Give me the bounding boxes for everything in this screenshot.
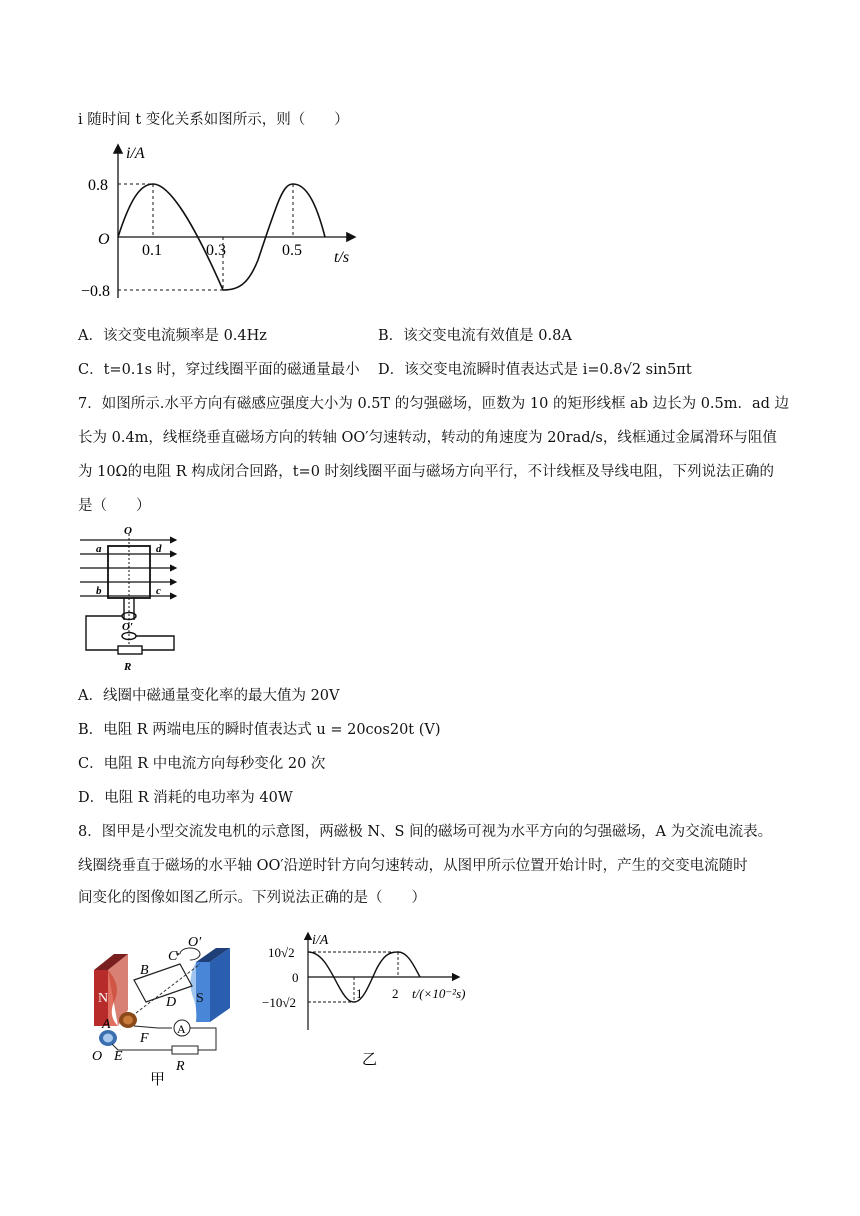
q6-current-graph xyxy=(78,140,378,310)
q8-jia-label-s: S xyxy=(196,991,204,1006)
q7-option-a: A．线圈中磁通量变化率的最大值为 20V xyxy=(78,688,340,704)
q8-jia-label-f: F xyxy=(140,1031,149,1046)
q6-y-axis-label: i/A xyxy=(126,145,145,162)
q8-stem-line-1: 8．图甲是小型交流发电机的示意图，两磁极 N、S 间的磁场可视为水平方向的匀强磁场，A 为交流电流表。 xyxy=(78,824,773,840)
q6-origin-label: O xyxy=(98,231,110,248)
q7-stem-line-3: 为 10Ω的电阻 R 构成闭合回路，t=0 时刻线圈平面与磁场方向平行，不计线框及导线电阻，下列说法正确的 xyxy=(78,464,775,480)
q8-jia-label-r: R xyxy=(176,1059,185,1074)
q8-stem-line-2: 线圈绕垂直于磁场的水平轴 OO′沿逆时针方向匀速转动，从图甲所示位置开始计时，产生的交变电流随时 xyxy=(78,858,748,874)
q6-option-a: A．该交变电流频率是 0.4Hz xyxy=(78,328,267,344)
q8-jia-label-b: B xyxy=(140,963,149,978)
q6-option-d: D．该交变电流瞬时值表达式是 i=0.8√2 sin5πt xyxy=(378,362,692,378)
q7-stem-line-2: 长为 0.4m，线框绕垂直磁场方向的转轴 OO′匀速转动，转动的角速度为 20rad/s，线框通过金属滑环与阻值 xyxy=(78,430,777,446)
q8-generator-figure xyxy=(88,930,248,1090)
q8-jia-label-n: N xyxy=(98,991,109,1006)
q7-label-bottom: O′ xyxy=(122,621,134,633)
q6-y-bottom-tick: −0.8 xyxy=(81,283,111,300)
q6-x-axis-label: t/s xyxy=(334,249,350,266)
q6-x-tick-0: 0.1 xyxy=(142,242,162,259)
q6-option-b: B．该交变电流有效值是 0.8A xyxy=(378,328,572,344)
q6-x-tick-1: 0.3 xyxy=(206,242,226,259)
q8-jia-meter: A xyxy=(177,1022,186,1036)
q6-y-top-tick: 0.8 xyxy=(88,177,108,194)
q8-x-tick-1: 2 xyxy=(392,986,399,1001)
q8-y-bottom-tick: −10√2 xyxy=(262,995,296,1010)
q7-label-d: d xyxy=(156,543,162,555)
q8-jia-label-a: A xyxy=(102,1017,111,1032)
q8-jia-caption: 甲 xyxy=(150,1072,166,1088)
q8-jia-label-oprime: O′ xyxy=(188,935,202,950)
q8-y-zero: 0 xyxy=(292,970,299,985)
q8-yi-caption: 乙 xyxy=(362,1052,378,1068)
q8-y-axis-label: i/A xyxy=(312,933,329,948)
q7-stem-line-1: 7．如图所示.水平方向有磁感应强度大小为 0.5T 的匀强磁场，匝数为 10 的矩形线框 ab 边长为 0.5m．ad 边 xyxy=(78,396,790,412)
q7-label-c: c xyxy=(156,585,161,597)
q8-jia-label-o: O xyxy=(92,1049,103,1064)
q8-current-graph xyxy=(262,930,482,1080)
q7-label-top: O xyxy=(124,525,132,537)
q7-option-c: C．电阻 R 中电流方向每秒变化 20 次 xyxy=(78,756,326,772)
q8-jia-label-e: E xyxy=(114,1049,123,1064)
q7-label-resistor: R xyxy=(124,661,132,673)
q7-stem-line-4: 是（ ） xyxy=(78,498,151,514)
q8-x-axis-label: t/(×10⁻²s) xyxy=(412,986,466,1001)
q8-y-top-tick: 10√2 xyxy=(268,945,295,960)
q8-jia-label-c: C xyxy=(168,949,178,964)
q8-x-tick-0: 1 xyxy=(356,986,363,1001)
q8-jia-label-d: D xyxy=(166,995,177,1010)
q7-option-d: D．电阻 R 消耗的电功率为 40W xyxy=(78,790,293,806)
q7-coil-figure xyxy=(78,524,188,674)
q7-label-b: b xyxy=(96,585,102,597)
q7-label-a: a xyxy=(96,543,102,555)
q7-option-b: B．电阻 R 两端电压的瞬时值表达式 u = 20cos20t (V) xyxy=(78,722,441,738)
q6-stem-tail: i 随时间 t 变化关系如图所示，则（ ） xyxy=(78,112,349,128)
q6-x-tick-2: 0.5 xyxy=(282,242,302,259)
q6-option-c: C．t=0.1s 时，穿过线圈平面的磁通量最小 xyxy=(78,362,360,378)
q8-stem-line-3: 间变化的图像如图乙所示。下列说法正确的是（ ） xyxy=(78,890,426,906)
